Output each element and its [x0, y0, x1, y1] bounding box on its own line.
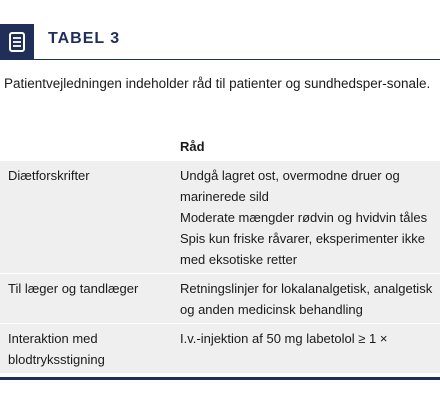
table-header-row [0, 130, 440, 161]
footer-rule [0, 377, 440, 380]
table-caption: Patientvejledningen indeholder råd til patienter og sundhedsper-sonale. [4, 76, 431, 91]
table-row [0, 161, 440, 274]
row-advice [174, 324, 440, 374]
advice-line: Spis kun friske råvarer, eksperimenter ikke med eksotiske retter [180, 231, 425, 267]
row-advice [174, 274, 440, 324]
advice-table [0, 130, 440, 374]
advice-line: Retningslinjer for lokalanalgetisk, analgetisk og anden medicinsk behandling [180, 281, 433, 317]
table-title: TABEL 3 [48, 30, 121, 47]
row-advice [174, 161, 440, 274]
row-label: Diætforskrifter [0, 161, 174, 274]
row-label: Til læger og tandlæger [0, 274, 174, 324]
table-header [0, 0, 440, 60]
advice-line: Undgå lagret ost, overmodne druer og marinerede sild [180, 168, 400, 204]
advice-line: I.v.-injektion af 50 mg labetolol ≥ 1 × [180, 331, 388, 346]
document-icon [0, 24, 34, 60]
table-row [0, 324, 440, 374]
row-label: Interaktion med blodtryksstigning [0, 324, 174, 374]
table-row [0, 274, 440, 324]
advice-line: Moderate mængder rødvin og hvidvin tåles [180, 210, 428, 225]
column-header-advice: Råd [174, 130, 440, 161]
column-header-empty [0, 130, 174, 161]
